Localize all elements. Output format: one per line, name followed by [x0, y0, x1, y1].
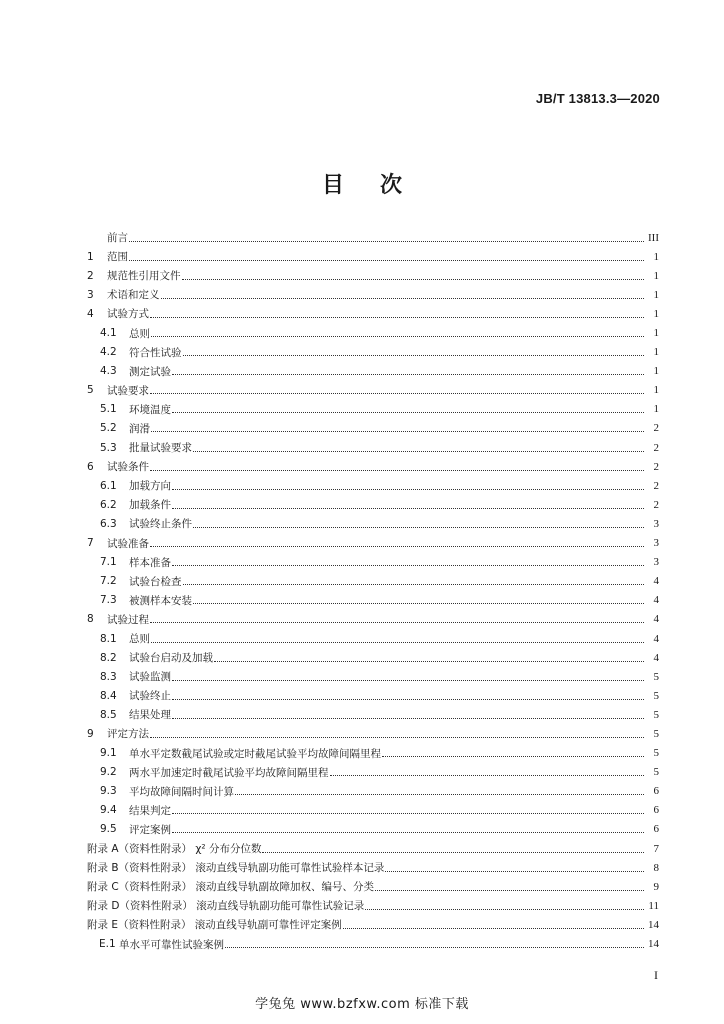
toc-entry-title: 环境温度: [129, 403, 171, 416]
toc-entry-title: 试验终止条件: [129, 518, 192, 531]
toc-entry[interactable]: [87, 915, 659, 934]
toc-dot-leader: [129, 240, 644, 242]
toc-entry[interactable]: [87, 495, 659, 514]
toc-entry-number: 5.2: [100, 422, 117, 435]
toc-entry[interactable]: [87, 247, 659, 266]
toc-entry-title: 前言: [107, 232, 128, 245]
toc-entry-number: E.1: [99, 938, 116, 951]
toc-dot-leader: [330, 774, 645, 776]
toc-entry[interactable]: [87, 514, 659, 533]
toc-entry-page: 4: [653, 594, 659, 607]
toc-entry-number: 7.2: [100, 575, 117, 588]
toc-entry-page: 8: [653, 861, 659, 874]
toc-entry[interactable]: [87, 705, 659, 724]
toc-dot-leader: [151, 641, 644, 643]
toc-entry-number: 6: [87, 460, 94, 473]
toc-entry[interactable]: [87, 323, 659, 342]
toc-dot-leader: [183, 583, 645, 585]
toc-dot-leader: [172, 488, 644, 490]
document-code: JB/T 13813.3—2020: [535, 91, 660, 106]
toc-dot-leader: [150, 621, 644, 623]
toc-entry-page: 3: [653, 537, 659, 550]
toc-entry-page: 6: [653, 804, 659, 817]
toc-entry[interactable]: [87, 667, 659, 686]
toc-dot-leader: [172, 717, 644, 719]
toc-entry-title: 附录 C（资料性附录） 滚动直线导轨副故障加权、编号、分类: [87, 881, 375, 894]
toc-entry-title: 试验监测: [129, 671, 171, 684]
toc-entry-number: 9.4: [100, 804, 117, 817]
toc-entry[interactable]: [87, 763, 659, 782]
toc-entry-page: 3: [653, 556, 659, 569]
toc-entry-title: 试验台检查: [129, 575, 182, 588]
toc-entry-title: 评定案例: [129, 823, 171, 836]
toc-entry-title: 被测样本安装: [129, 594, 192, 607]
toc-entry-page: 4: [653, 613, 659, 626]
toc-entry[interactable]: [87, 343, 659, 362]
toc-entry-number: 4: [87, 307, 94, 320]
toc-dot-leader: [161, 297, 645, 299]
title-char-1: 目: [321, 173, 344, 198]
toc-entry-title: 加载条件: [129, 499, 171, 512]
toc-entry-page: 1: [653, 307, 659, 320]
toc-entry[interactable]: [87, 228, 659, 247]
toc-entry-title: 评定方法: [107, 728, 149, 741]
toc-entry[interactable]: [87, 877, 659, 896]
toc-entry-number: 7.1: [100, 556, 117, 569]
toc-entry[interactable]: [87, 782, 659, 801]
toc-entry-number: 4.2: [100, 346, 117, 359]
toc-dot-leader: [172, 831, 644, 833]
toc-entry-title: 两水平加速定时截尾试验平均故障间隔里程: [129, 766, 329, 779]
toc-entry-page: 1: [653, 384, 659, 397]
toc-entry-page: 1: [653, 327, 659, 340]
toc-entry-page: 5: [653, 766, 659, 779]
table-of-contents: [87, 228, 659, 954]
toc-dot-leader: [382, 755, 644, 757]
toc-entry-page: 6: [653, 785, 659, 798]
toc-dot-leader: [343, 927, 644, 929]
toc-dot-leader: [172, 411, 644, 413]
toc-entry[interactable]: [87, 553, 659, 572]
toc-dot-leader: [150, 469, 644, 471]
toc-entry-page: 2: [653, 460, 659, 473]
toc-entry-page: 2: [653, 498, 659, 511]
toc-entry-title: 附录 A（资料性附录） χ² 分布分位数: [87, 843, 262, 856]
toc-entry-number: 8.5: [100, 708, 117, 721]
toc-entry-title: 总则: [129, 633, 150, 646]
toc-entry[interactable]: [87, 629, 659, 648]
toc-entry-number: 8.2: [100, 651, 117, 664]
toc-entry-page: 4: [653, 575, 659, 588]
title-char-2: 次: [380, 173, 403, 198]
toc-dot-leader: [172, 698, 644, 700]
toc-entry-number: 1: [87, 250, 94, 263]
toc-entry[interactable]: [87, 801, 659, 820]
toc-entry-title: 规范性引用文件: [107, 270, 181, 283]
toc-dot-leader: [262, 851, 644, 853]
toc-entry-title: 结果处理: [129, 709, 171, 722]
toc-entry-title: 范围: [107, 251, 128, 264]
footer-watermark: 学兔兔 www.bzfxw.com 标准下载: [255, 997, 469, 1012]
toc-entry-number: 5: [87, 384, 94, 397]
toc-entry[interactable]: [87, 457, 659, 476]
toc-entry-page: 1: [653, 346, 659, 359]
toc-entry[interactable]: [87, 419, 659, 438]
toc-entry-page: 14: [648, 918, 659, 931]
toc-entry[interactable]: [87, 744, 659, 763]
toc-entry-page: 1: [653, 403, 659, 416]
toc-entry-number: 9: [87, 727, 94, 740]
toc-entry[interactable]: [87, 266, 659, 285]
toc-dot-leader: [235, 793, 644, 795]
toc-entry-title: 附录 E（资料性附录） 滚动直线导轨副可靠性评定案例: [87, 919, 342, 932]
toc-entry[interactable]: [87, 610, 659, 629]
page-title: [0, 168, 724, 199]
toc-entry-page: 2: [653, 441, 659, 454]
toc-dot-leader: [365, 908, 644, 910]
toc-entry[interactable]: [87, 934, 659, 953]
toc-entry-title: 试验过程: [107, 613, 149, 626]
toc-entry-title: 试验方式: [107, 308, 149, 321]
toc-entry-number: 9.2: [100, 766, 117, 779]
toc-entry-title: 单水平可靠性试验案例: [119, 938, 224, 951]
toc-entry-number: 8: [87, 613, 94, 626]
toc-dot-leader: [150, 392, 644, 394]
toc-entry-number: 7.3: [100, 594, 117, 607]
toc-entry[interactable]: [87, 896, 659, 915]
toc-entry-page: 2: [653, 479, 659, 492]
page-number: I: [654, 968, 658, 982]
toc-entry-page: 1: [653, 288, 659, 301]
toc-dot-leader: [225, 946, 644, 948]
toc-entry[interactable]: [87, 686, 659, 705]
toc-entry-number: 3: [87, 288, 94, 301]
toc-entry-title: 润滑: [129, 422, 150, 435]
toc-entry-page: 5: [653, 727, 659, 740]
toc-dot-leader: [150, 545, 644, 547]
toc-dot-leader: [172, 373, 644, 375]
toc-entry-number: 9.5: [100, 823, 117, 836]
toc-dot-leader: [193, 526, 644, 528]
toc-dot-leader: [172, 507, 644, 509]
toc-entry-page: 7: [653, 842, 659, 855]
toc-entry-number: 5.1: [100, 403, 117, 416]
toc-entry[interactable]: [87, 591, 659, 610]
toc-entry-title: 符合性试验: [129, 346, 182, 359]
toc-entry-page: 5: [653, 670, 659, 683]
toc-entry-number: 9.3: [100, 785, 117, 798]
toc-entry[interactable]: [87, 858, 659, 877]
toc-dot-leader: [129, 259, 644, 261]
toc-entry-title: 试验条件: [107, 461, 149, 474]
toc-dot-leader: [151, 430, 644, 432]
toc-entry-title: 试验终止: [129, 690, 171, 703]
toc-entry[interactable]: [87, 476, 659, 495]
toc-entry-number: 4.3: [100, 365, 117, 378]
toc-dot-leader: [183, 354, 645, 356]
toc-entry-number: 8.3: [100, 670, 117, 683]
toc-dot-leader: [172, 564, 644, 566]
toc-entry-page: 1: [653, 269, 659, 282]
toc-entry-number: 8.1: [100, 632, 117, 645]
toc-entry-title: 试验台启动及加载: [129, 652, 213, 665]
toc-entry-page: 4: [653, 632, 659, 645]
toc-entry[interactable]: [87, 534, 659, 553]
toc-entry-page: 5: [653, 708, 659, 721]
toc-dot-leader: [182, 278, 645, 280]
toc-dot-leader: [385, 870, 644, 872]
toc-entry-page: 9: [653, 880, 659, 893]
toc-entry-page: 5: [653, 747, 659, 760]
toc-entry-page: 1: [653, 250, 659, 263]
toc-entry-title: 加载方向: [129, 480, 171, 493]
toc-entry-page: 14: [648, 938, 659, 951]
toc-dot-leader: [172, 812, 644, 814]
toc-entry-title: 附录 D（资料性附录） 滚动直线导轨副功能可靠性试验记录: [87, 900, 365, 913]
toc-entry-page: 4: [653, 651, 659, 664]
toc-dot-leader: [172, 679, 644, 681]
toc-entry-number: 8.4: [100, 689, 117, 702]
toc-entry[interactable]: [87, 648, 659, 667]
toc-entry-page: 6: [653, 823, 659, 836]
toc-entry-number: 9.1: [100, 747, 117, 760]
toc-dot-leader: [375, 889, 644, 891]
toc-entry[interactable]: [87, 572, 659, 591]
toc-entry-title: 批量试验要求: [129, 442, 192, 455]
toc-entry-page: 3: [653, 517, 659, 530]
toc-entry[interactable]: [87, 362, 659, 381]
toc-entry-title: 样本准备: [129, 556, 171, 569]
toc-dot-leader: [151, 335, 644, 337]
toc-entry-page: 5: [653, 689, 659, 702]
toc-entry-number: 6.3: [100, 517, 117, 530]
toc-entry[interactable]: [87, 724, 659, 743]
toc-entry[interactable]: [87, 285, 659, 304]
toc-entry-title: 术语和定义: [107, 289, 160, 302]
toc-entry-title: 测定试验: [129, 365, 171, 378]
toc-dot-leader: [150, 316, 644, 318]
toc-dot-leader: [193, 450, 644, 452]
toc-entry[interactable]: [87, 438, 659, 457]
toc-entry-title: 附录 B（资料性附录） 滚动直线导轨副功能可靠性试验样本记录: [87, 862, 385, 875]
toc-entry-number: 7: [87, 537, 94, 550]
toc-entry-number: 5.3: [100, 441, 117, 454]
toc-entry-page: III: [648, 231, 659, 244]
toc-entry-title: 平均故障间隔时间计算: [129, 785, 234, 798]
toc-entry[interactable]: [87, 839, 659, 858]
toc-entry[interactable]: [87, 820, 659, 839]
toc-entry-number: 6.1: [100, 479, 117, 492]
toc-dot-leader: [150, 736, 644, 738]
toc-entry-number: 6.2: [100, 498, 117, 511]
toc-entry-page: 11: [648, 899, 659, 912]
toc-entry-number: 4.1: [100, 327, 117, 340]
toc-entry-title: 结果判定: [129, 804, 171, 817]
toc-entry[interactable]: [87, 304, 659, 323]
toc-entry-page: 1: [653, 365, 659, 378]
toc-entry-title: 试验准备: [107, 537, 149, 550]
toc-entry-title: 总则: [129, 327, 150, 340]
toc-dot-leader: [214, 660, 644, 662]
toc-entry-page: 2: [653, 422, 659, 435]
toc-entry[interactable]: [87, 400, 659, 419]
toc-entry-number: 2: [87, 269, 94, 282]
toc-entry-title: 试验要求: [107, 384, 149, 397]
toc-dot-leader: [193, 602, 644, 604]
toc-entry[interactable]: [87, 381, 659, 400]
toc-entry-title: 单水平定数截尾试验或定时截尾试验平均故障间隔里程: [129, 747, 381, 760]
